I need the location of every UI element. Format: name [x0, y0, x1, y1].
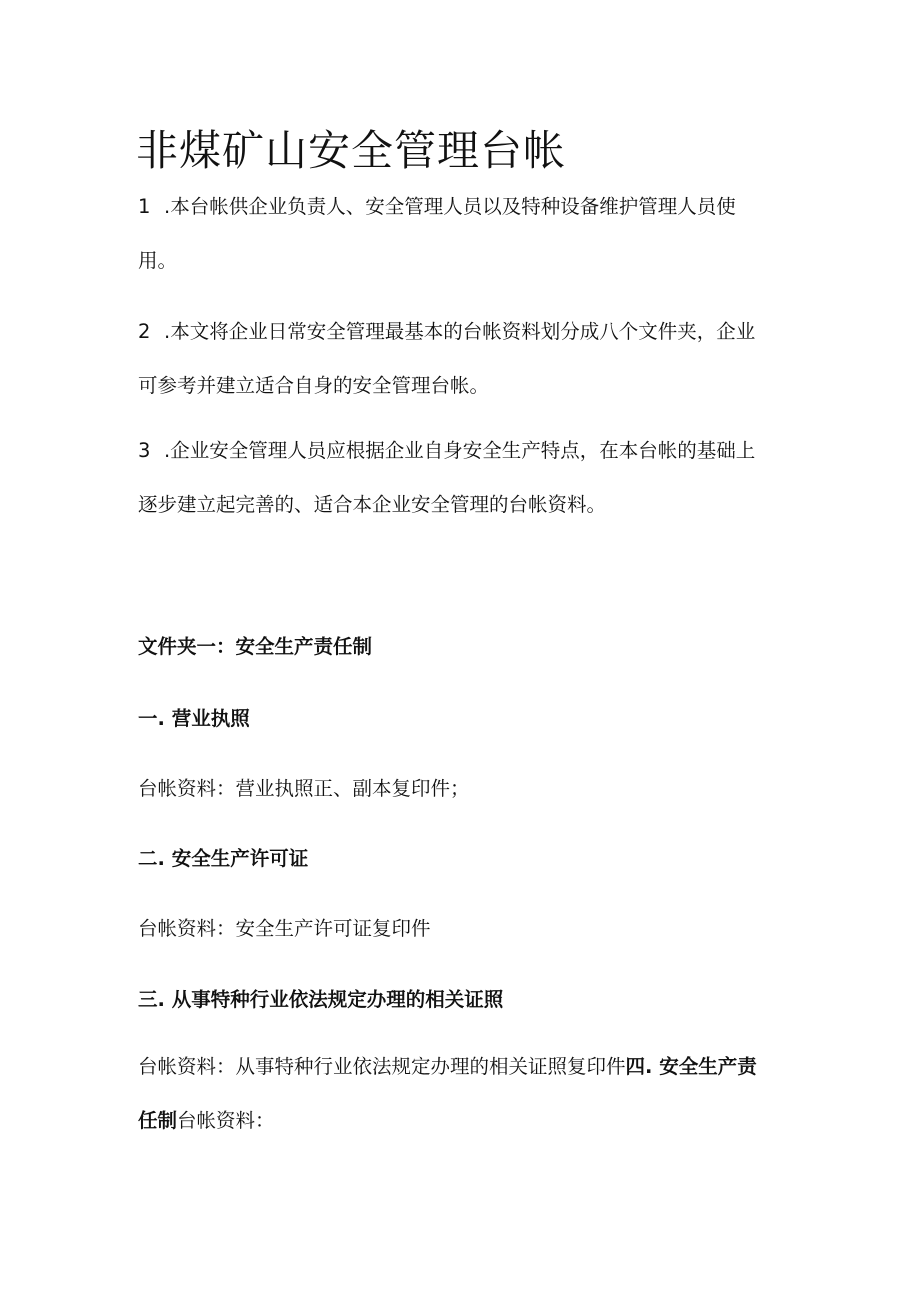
section-heading-2: 二. 安全生产许可证 — [138, 847, 309, 870]
section-text-4: 台帐资料： — [177, 1109, 275, 1132]
intro-text-continued: 可参考并建立适合自身的安全管理台帐。 — [138, 374, 490, 397]
intro-text-continued: 逐步建立起完善的、适合本企业安全管理的台帐资料。 — [138, 493, 607, 516]
section-text-1: 台帐资料：营业执照正、副本复印件； — [138, 777, 470, 800]
section-heading-3: 三. 从事特种行业依法规定办理的相关证照 — [138, 988, 504, 1011]
section-heading-4-continued: 任制 — [138, 1109, 178, 1132]
intro-text-continued: 用。 — [138, 249, 178, 272]
intro-item-2 — [138, 305, 778, 413]
section-text-3-block — [138, 1040, 778, 1148]
folder-heading: 文件夹一：安全生产责任制 — [138, 635, 373, 658]
intro-number: 1 — [138, 195, 151, 218]
intro-text: .本台帐供企业负责人、安全管理人员以及特种设备维护管理人员使 — [164, 195, 736, 218]
section-text-3: 台帐资料：从事特种行业依法规定办理的相关证照复印件 — [138, 1055, 626, 1078]
section-heading-4: 四. 安全生产责 — [625, 1055, 757, 1078]
intro-text: .企业安全管理人员应根据企业自身安全生产特点，在本台帐的基础上 — [164, 439, 756, 462]
intro-number: 2 — [138, 320, 151, 343]
section-text-2: 台帐资料：安全生产许可证复印件 — [138, 917, 431, 940]
intro-item-1 — [138, 180, 778, 288]
intro-item-3 — [138, 424, 778, 532]
page-title: 非煤矿山安全管理台帐 — [136, 126, 567, 175]
intro-number: 3 — [138, 439, 151, 462]
section-heading-1: 一. 营业执照 — [138, 707, 250, 730]
intro-text: .本文将企业日常安全管理最基本的台帐资料划分成八个文件夹，企业 — [164, 320, 756, 343]
